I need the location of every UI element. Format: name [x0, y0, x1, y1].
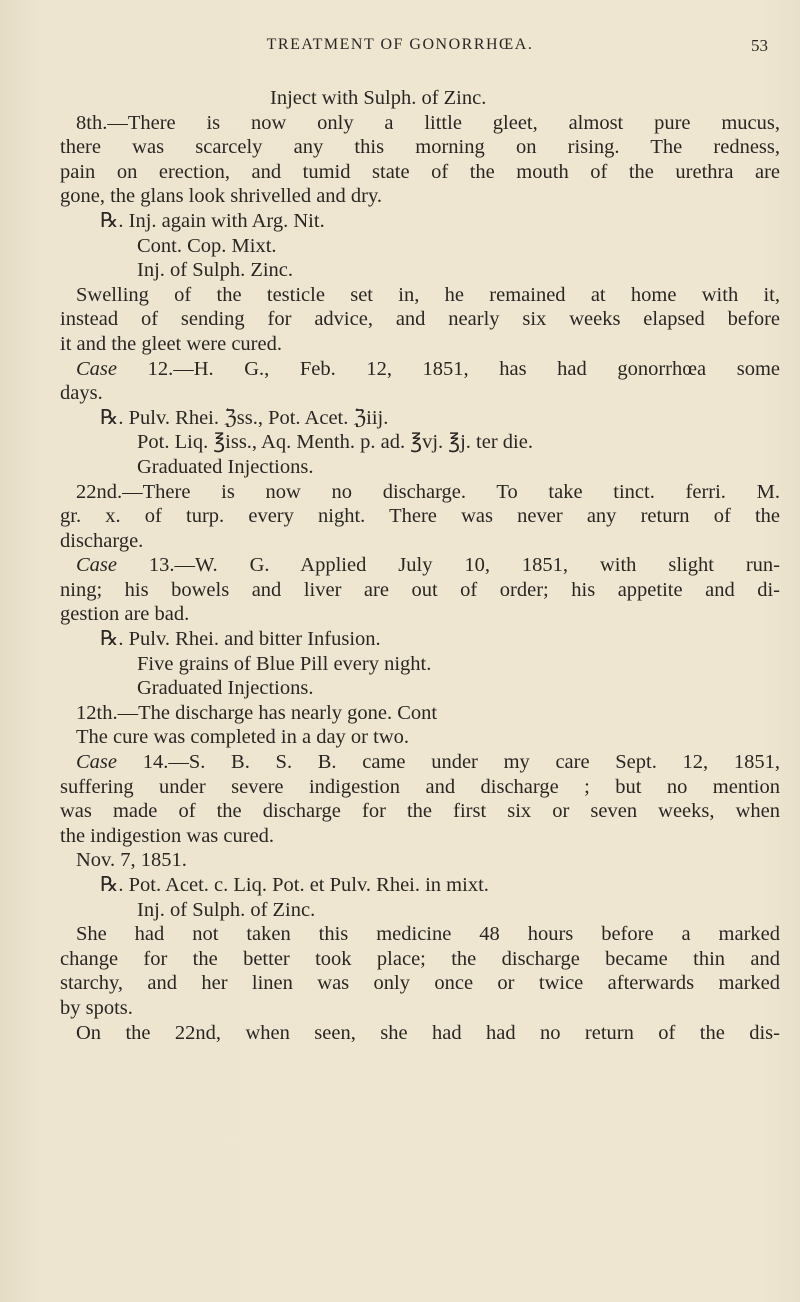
- text-line: ℞. Inj. again with Arg. Nit.: [100, 209, 325, 232]
- text-line: On the 22nd, when seen, she had had no return of the dis-: [76, 1021, 780, 1044]
- text-line: the indigestion was cured.: [60, 824, 275, 847]
- text-line: discharge.: [60, 529, 144, 552]
- text-line: pain on erection, and tumid state of the mouth of the urethra are: [60, 160, 780, 183]
- text-line: 8th.—There is now only a little gleet, almost pure mucus,: [76, 111, 780, 134]
- text-line: Case 13.—W. G. Applied July 10, 1851, with slight run-: [76, 554, 780, 577]
- page-number: 53: [751, 36, 768, 55]
- text-line: Nov. 7, 1851.: [76, 849, 187, 872]
- text-line: Pot. Liq. ℥iss., Aq. Menth. p. ad. ℥vj. ℥j. ter die.: [137, 431, 533, 454]
- text-line: ℞. Pulv. Rhei. ℨss., Pot. Acet. ℨiij.: [100, 406, 389, 429]
- text-line: 22nd.—There is now no discharge. To take tinct. ferri. M.: [76, 480, 780, 503]
- text-line: Graduated Injections.: [137, 677, 314, 700]
- running-head: TREATMENT OF GONORRHŒA.: [266, 36, 534, 53]
- text-line: Swelling of the testicle set in, he remained at home with it,: [76, 283, 780, 306]
- text-line: ℞. Pulv. Rhei. and bitter Infusion.: [100, 628, 381, 651]
- text-line: Case 12.—H. G., Feb. 12, 1851, has had gonorrhœa some: [76, 357, 780, 380]
- text-line: ning; his bowels and liver are out of order; his appetite and di-: [60, 578, 780, 601]
- text-line: gr. x. of turp. every night. There was never any return of the: [60, 505, 780, 528]
- text-line: starchy, and her linen was only once or twice afterwards marked: [60, 972, 780, 995]
- text-line: 12th.—The discharge has nearly gone. Cont: [76, 701, 438, 724]
- text-line: gestion are bad.: [60, 603, 190, 626]
- text-line: suffering under severe indigestion and discharge ; but no mention: [60, 775, 780, 798]
- text-line: Inj. of Sulph. of Zinc.: [137, 898, 316, 921]
- text-line: it and the gleet were cured.: [60, 332, 282, 355]
- text-line: there was scarcely any this morning on rising. The redness,: [60, 136, 780, 159]
- text-line: She had not taken this medicine 48 hours before a marked: [76, 923, 780, 946]
- text-line: days.: [60, 382, 103, 405]
- text-line: Inject with Sulph. of Zinc.: [270, 87, 487, 109]
- text-line: ℞. Pot. Acet. c. Liq. Pot. et Pulv. Rhei. in mixt.: [100, 874, 489, 896]
- text-line: Case 14.—S. B. S. B. came under my care Sept. 12, 1851,: [76, 751, 780, 774]
- text-line: The cure was completed in a day or two.: [76, 726, 410, 749]
- text-line: by spots.: [60, 996, 133, 1019]
- text-line: change for the better took place; the discharge became thin and: [60, 947, 780, 970]
- text-line: gone, the glans look shrivelled and dry.: [60, 185, 383, 208]
- text-line: Five grains of Blue Pill every night.: [137, 652, 432, 675]
- text-line: instead of sending for advice, and nearly six weeks elapsed before: [60, 308, 780, 331]
- body-text: [60, 86, 780, 1045]
- text-line: was made of the discharge for the first six or seven weeks, when: [60, 800, 780, 823]
- text-line: Inj. of Sulph. Zinc.: [137, 259, 294, 282]
- text-line: Cont. Cop. Mixt.: [137, 234, 277, 257]
- text-line: Graduated Injections.: [137, 455, 314, 478]
- page-header: [0, 36, 800, 60]
